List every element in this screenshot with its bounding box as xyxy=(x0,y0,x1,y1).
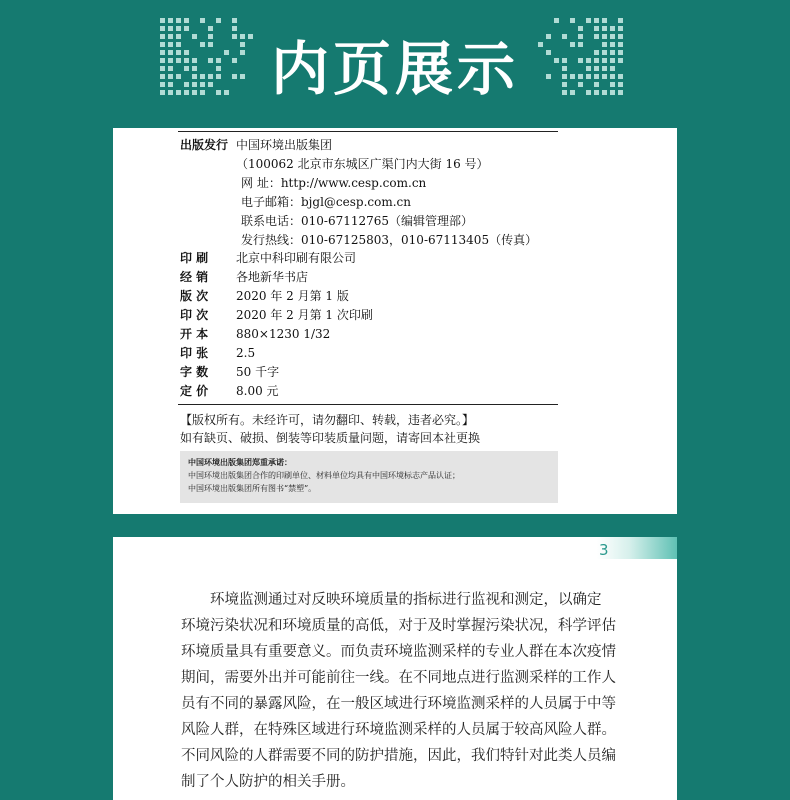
imprint-row-label: 定 价 xyxy=(180,384,209,398)
publisher-address: （100062 北京市东城区广渠门内大街 16 号） xyxy=(236,157,489,171)
publisher-phone: 联系电话：010-67112765（编辑管理部） xyxy=(241,214,474,228)
imprint-row xyxy=(180,288,349,304)
imprint-row-label: 经 销 xyxy=(180,270,209,284)
imprint-row xyxy=(180,307,373,323)
publisher-hotline: 发行热线：010-67125803，010-67113405（传真） xyxy=(241,233,538,247)
top-rule xyxy=(178,131,558,132)
publisher-label: 出版发行 xyxy=(180,138,229,152)
imprint-row xyxy=(180,269,308,285)
paragraph-line: 制了个人防护的相关手册。 xyxy=(181,774,355,790)
publisher-value: 中国环境出版集团 xyxy=(236,138,333,152)
header-banner xyxy=(0,0,790,125)
imprint-row xyxy=(180,326,330,342)
body-paragraph xyxy=(181,587,621,795)
imprint-row-label: 字 数 xyxy=(180,365,209,379)
imprint-row-label: 印 刷 xyxy=(180,251,209,265)
commitment-box xyxy=(180,451,558,503)
publisher-email: 电子邮箱：bjgl@cesp.com.cn xyxy=(241,195,411,209)
page-number: 3 xyxy=(599,541,609,559)
publisher-row xyxy=(180,137,332,153)
imprint-row-value: 50 千字 xyxy=(236,365,280,379)
imprint-row-label: 印 张 xyxy=(180,346,209,360)
paragraph-line: 不同风险的人群需要不同的防护措施，因此，我们特针对此类人员编 xyxy=(181,748,616,764)
commitment-line: 中国环境出版集团合作的印刷单位、材料单位均具有中国环境标志产品认证； xyxy=(188,471,460,480)
imprint-row xyxy=(180,383,279,399)
commitment-title: 中国环境出版集团郑重承诺： xyxy=(188,457,292,467)
imprint-row-value: 北京中科印刷有限公司 xyxy=(236,251,357,265)
imprint-row-value: 8.00 元 xyxy=(236,384,279,398)
paragraph-line: 期间，需要外出并可能前往一线。在不同地点进行监测采样的工作人 xyxy=(181,670,616,686)
imprint-row-value: 2.5 xyxy=(236,346,256,360)
publisher-website: 网 址：http://www.cesp.com.cn xyxy=(241,176,427,190)
content-page xyxy=(113,537,677,800)
exchange-notice: 如有缺页、破损、倒装等印装质量问题，请寄回本社更换 xyxy=(180,431,481,445)
imprint-page xyxy=(113,128,677,514)
bottom-rule xyxy=(178,404,558,405)
imprint-row-label: 印 次 xyxy=(180,308,209,322)
page-number-tab xyxy=(597,537,677,559)
imprint-row-value: 2020 年 2 月第 1 版 xyxy=(236,289,349,303)
imprint-row-value: 2020 年 2 月第 1 次印刷 xyxy=(236,308,373,322)
imprint-row-label: 版 次 xyxy=(180,289,209,303)
imprint-row xyxy=(180,345,255,361)
paragraph-line: 环境监测通过对反映环境质量的指标进行监视和测定，以确定 xyxy=(210,592,602,608)
imprint-row xyxy=(180,364,279,380)
paragraph-line: 风险人群，在特殊区域进行环境监测采样的人员属于较高风险人群。 xyxy=(181,722,616,738)
copyright-notice: 【版权所有。未经许可，请勿翻印、转载，违者必究。】 xyxy=(180,413,475,427)
paragraph-line: 员有不同的暴露风险，在一般区域进行环境监测采样的人员属于中等 xyxy=(181,696,616,712)
commitment-line: 中国环境出版集团所有图书“禁塑”。 xyxy=(188,484,317,493)
imprint-row-label: 开 本 xyxy=(180,327,209,341)
imprint-row xyxy=(180,250,356,266)
paragraph-line: 环境质量具有重要意义。而负责环境监测采样的专业人群在本次疫情 xyxy=(181,644,616,660)
header-title: 内页展示 xyxy=(270,35,519,103)
paragraph-line: 环境污染状况和环境质量的高低，对于及时掌握污染状况，科学评估 xyxy=(181,618,616,634)
imprint-row-value: 各地新华书店 xyxy=(236,270,309,284)
imprint-row-value: 880×1230 1/32 xyxy=(236,327,331,341)
